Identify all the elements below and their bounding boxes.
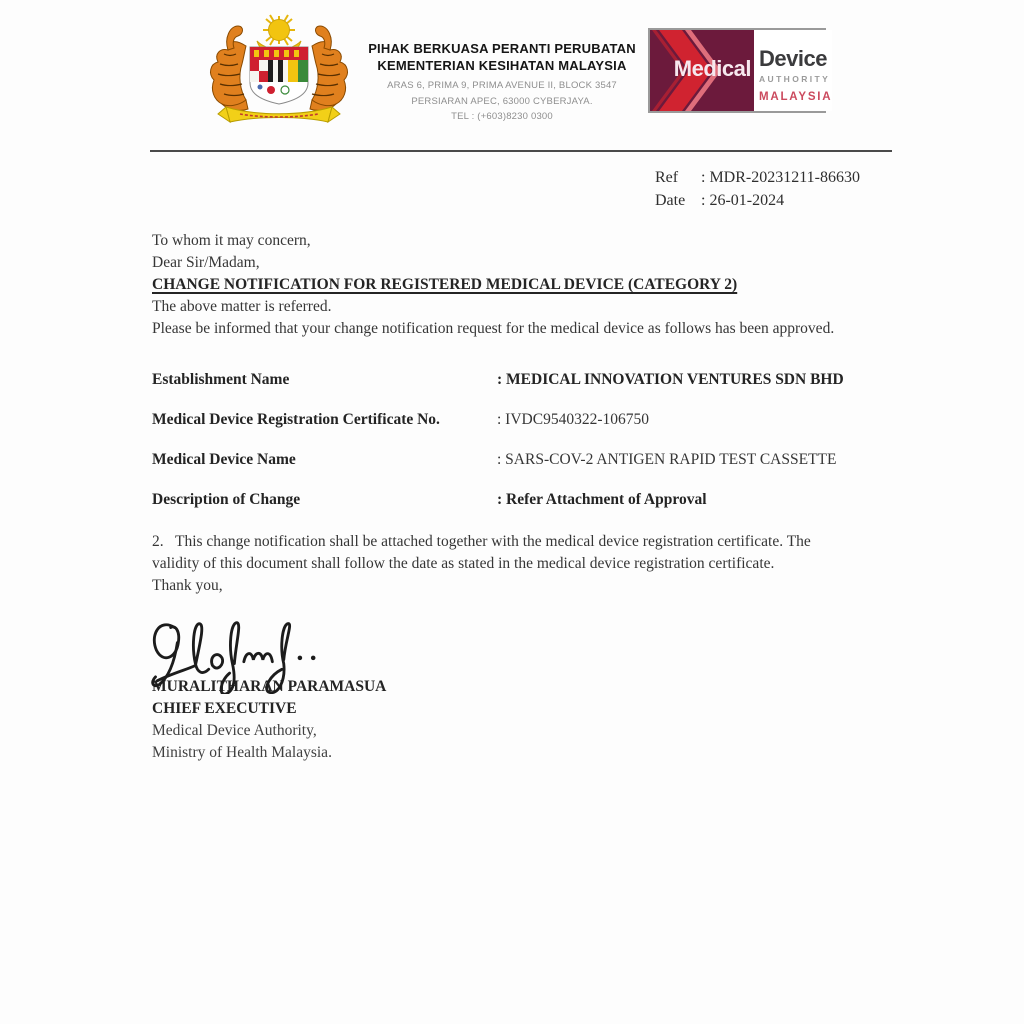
- medical-device-authority-logo: [648, 28, 833, 113]
- field-label: Medical Device Name: [152, 451, 296, 469]
- letter-body: [152, 230, 890, 764]
- salutation-dear: Dear Sir/Madam,: [152, 254, 260, 271]
- org-address-line2: PERSIARAN APEC, 63000 CYBERJAYA.: [411, 95, 593, 107]
- ref-row: [655, 166, 860, 189]
- handwritten-signature-icon: [146, 599, 884, 694]
- org-address-line1: ARAS 6, PRIMA 9, PRIMA AVENUE II, BLOCK 3547: [387, 80, 617, 92]
- reference-block: [655, 166, 860, 212]
- field-label: Medical Device Registration Certificate No.: [152, 411, 440, 429]
- signatory-org-line2: Ministry of Health Malaysia.: [152, 743, 332, 761]
- logo-word-malaysia: MALAYSIA: [759, 91, 833, 103]
- salutation-to-whom: To whom it may concern,: [152, 232, 311, 249]
- field-row-certificate-no: [152, 410, 890, 430]
- closing-thank-you: Thank you,: [152, 576, 223, 594]
- field-label: Establishment Name: [152, 371, 290, 388]
- date-row: [655, 189, 860, 212]
- header-text-block: [352, 40, 652, 124]
- mda-logo-maroon-panel: [650, 30, 754, 111]
- date-value: : 26-01-2024: [701, 192, 785, 210]
- org-name-line2: KEMENTERIAN KESIHATAN MALAYSIA: [377, 58, 627, 74]
- field-value: : SARS-COV-2 ANTIGEN RAPID TEST CASSETTE: [497, 451, 837, 469]
- logo-word-device: Device: [759, 46, 827, 71]
- field-value: : MEDICAL INNOVATION VENTURES SDN BHD: [497, 371, 844, 388]
- field-value: : Refer Attachment of Approval: [497, 491, 707, 509]
- header-divider: [150, 150, 892, 152]
- subject-line: CHANGE NOTIFICATION FOR REGISTERED MEDICAL DEVICE (CATEGORY 2): [152, 276, 738, 293]
- field-row-establishment: [152, 370, 890, 390]
- logo-word-medical: Medical: [673, 55, 751, 81]
- field-label: Description of Change: [152, 491, 301, 509]
- paragraph-approved: Please be informed that your change notification request for the medical device as follows has been approved.: [152, 320, 835, 337]
- date-label: Date: [655, 192, 686, 210]
- org-phone: TEL : (+603)8230 0300: [451, 110, 553, 122]
- mda-logo-white-panel: [754, 30, 832, 111]
- field-value: : IVDC9540322-106750: [497, 411, 649, 429]
- ref-label: Ref: [655, 169, 679, 186]
- signatory-title: CHIEF EXECUTIVE: [152, 699, 297, 717]
- field-row-description-of-change: [152, 490, 890, 510]
- paragraph-referred: The above matter is referred.: [152, 298, 332, 315]
- logo-word-authority: AUTHORITY: [759, 74, 831, 84]
- malaysia-coat-of-arms-icon: [200, 10, 358, 130]
- ref-value: : MDR-20231211-86630: [701, 169, 860, 186]
- device-details-table: [152, 370, 890, 511]
- field-row-device-name: [152, 450, 890, 470]
- signatory-org-line1: Medical Device Authority,: [152, 721, 317, 739]
- org-name-line1: PIHAK BERKUASA PERANTI PERUBATAN: [368, 41, 636, 56]
- signatory-name: MURALITHARAN PARAMASUA: [152, 677, 387, 695]
- paragraph-attachment-note: 2. This change notification shall be attached together with the medical device registration certificate. The validity of this document shall follow the date as stated in the medical device registration certificate.: [152, 532, 815, 572]
